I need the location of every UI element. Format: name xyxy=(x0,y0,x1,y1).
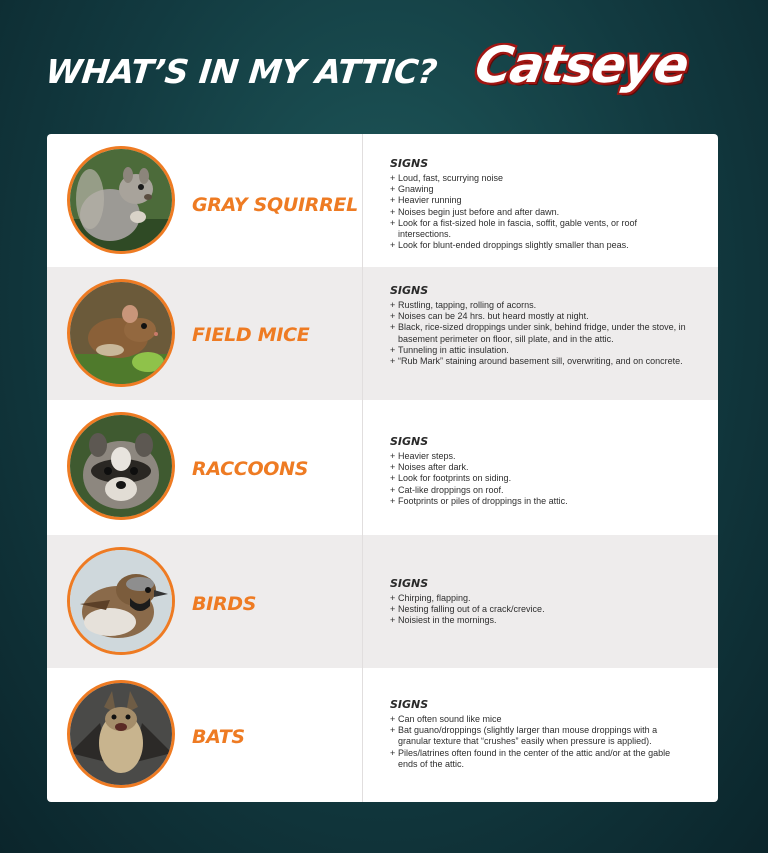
signs-section xyxy=(390,577,690,627)
sign-item: + Heavier running xyxy=(390,195,690,206)
signs-heading: SIGNS xyxy=(390,698,429,711)
signs-heading: SIGNS xyxy=(390,435,429,448)
gray-squirrel-photo-icon xyxy=(67,146,175,254)
signs-list xyxy=(390,173,690,251)
animal-name: GRAY SQUIRREL xyxy=(192,194,358,216)
animal-row-gray-squirrel xyxy=(47,134,718,267)
signs-section xyxy=(390,435,690,507)
sign-item: + Nesting falling out of a crack/crevice. xyxy=(390,604,690,615)
sign-item: + Gnawing xyxy=(390,184,690,195)
sign-item: + Noises after dark. xyxy=(390,462,690,473)
signs-section xyxy=(390,284,690,367)
sign-item: + Cat-like droppings on roof. xyxy=(390,485,690,496)
animal-name: FIELD MICE xyxy=(192,324,310,346)
signs-list xyxy=(390,593,690,627)
animal-name: BATS xyxy=(192,726,245,748)
signs-heading: SIGNS xyxy=(390,157,429,170)
page-title: WHAT’S IN MY ATTIC? xyxy=(43,52,439,91)
column-divider xyxy=(362,134,363,267)
sign-item: + Can often sound like mice xyxy=(390,714,690,725)
signs-section xyxy=(390,157,690,251)
sign-item: + “Rub Mark” staining around basement sill, overwriting, and on concrete. xyxy=(390,356,690,367)
attic-animals-card xyxy=(47,134,718,802)
sign-item: + Noisiest in the mornings. xyxy=(390,615,690,626)
sign-item: + Noises begin just before and after dawn. xyxy=(390,207,690,218)
header xyxy=(0,0,768,130)
sign-item: + Heavier steps. xyxy=(390,451,690,462)
signs-list xyxy=(390,451,690,507)
signs-heading: SIGNS xyxy=(390,284,429,297)
sign-item: + Tunneling in attic insulation. xyxy=(390,345,690,356)
sign-item: + Rustling, tapping, rolling of acorns. xyxy=(390,300,690,311)
animal-row-field-mice xyxy=(47,267,718,400)
sign-item: + Look for a fist-sized hole in fascia, soffit, gable vents, or roof intersections. xyxy=(390,218,690,240)
sign-item: + Noises can be 24 hrs. but heard mostly at night. xyxy=(390,311,690,322)
sign-item: + Black, rice-sized droppings under sink, behind fridge, under the stove, in basement perimeter on floor, sill plate, and in the attic. xyxy=(390,322,690,344)
animal-row-birds xyxy=(47,535,718,668)
animal-row-raccoons xyxy=(47,400,718,535)
sign-item: + Footprints or piles of droppings in the attic. xyxy=(390,496,690,507)
column-divider xyxy=(362,535,363,668)
animal-name: RACCOONS xyxy=(192,458,309,480)
signs-section xyxy=(390,698,690,770)
animal-name: BIRDS xyxy=(192,593,257,615)
sign-item: + Look for blunt-ended droppings slightly smaller than peas. xyxy=(390,240,690,251)
signs-list xyxy=(390,300,690,367)
sign-item: + Chirping, flapping. xyxy=(390,593,690,604)
catseye-logo: Catseye xyxy=(470,36,692,94)
sign-item: + Look for footprints on siding. xyxy=(390,473,690,484)
sign-item: + Bat guano/droppings (slightly larger than mouse droppings with a granular texture that “crushes” easily when pressure is applied). xyxy=(390,725,690,747)
column-divider xyxy=(362,267,363,400)
signs-list xyxy=(390,714,690,770)
sparrow-photo-icon xyxy=(67,547,175,655)
animal-row-bats xyxy=(47,668,718,802)
sign-item: + Loud, fast, scurrying noise xyxy=(390,173,690,184)
field-mouse-photo-icon xyxy=(67,279,175,387)
signs-heading: SIGNS xyxy=(390,577,429,590)
raccoon-photo-icon xyxy=(67,412,175,520)
sign-item: + Piles/latrines often found in the center of the attic and/or at the gable ends of the attic. xyxy=(390,748,690,770)
column-divider xyxy=(362,668,363,802)
bat-photo-icon xyxy=(67,680,175,788)
column-divider xyxy=(362,400,363,535)
